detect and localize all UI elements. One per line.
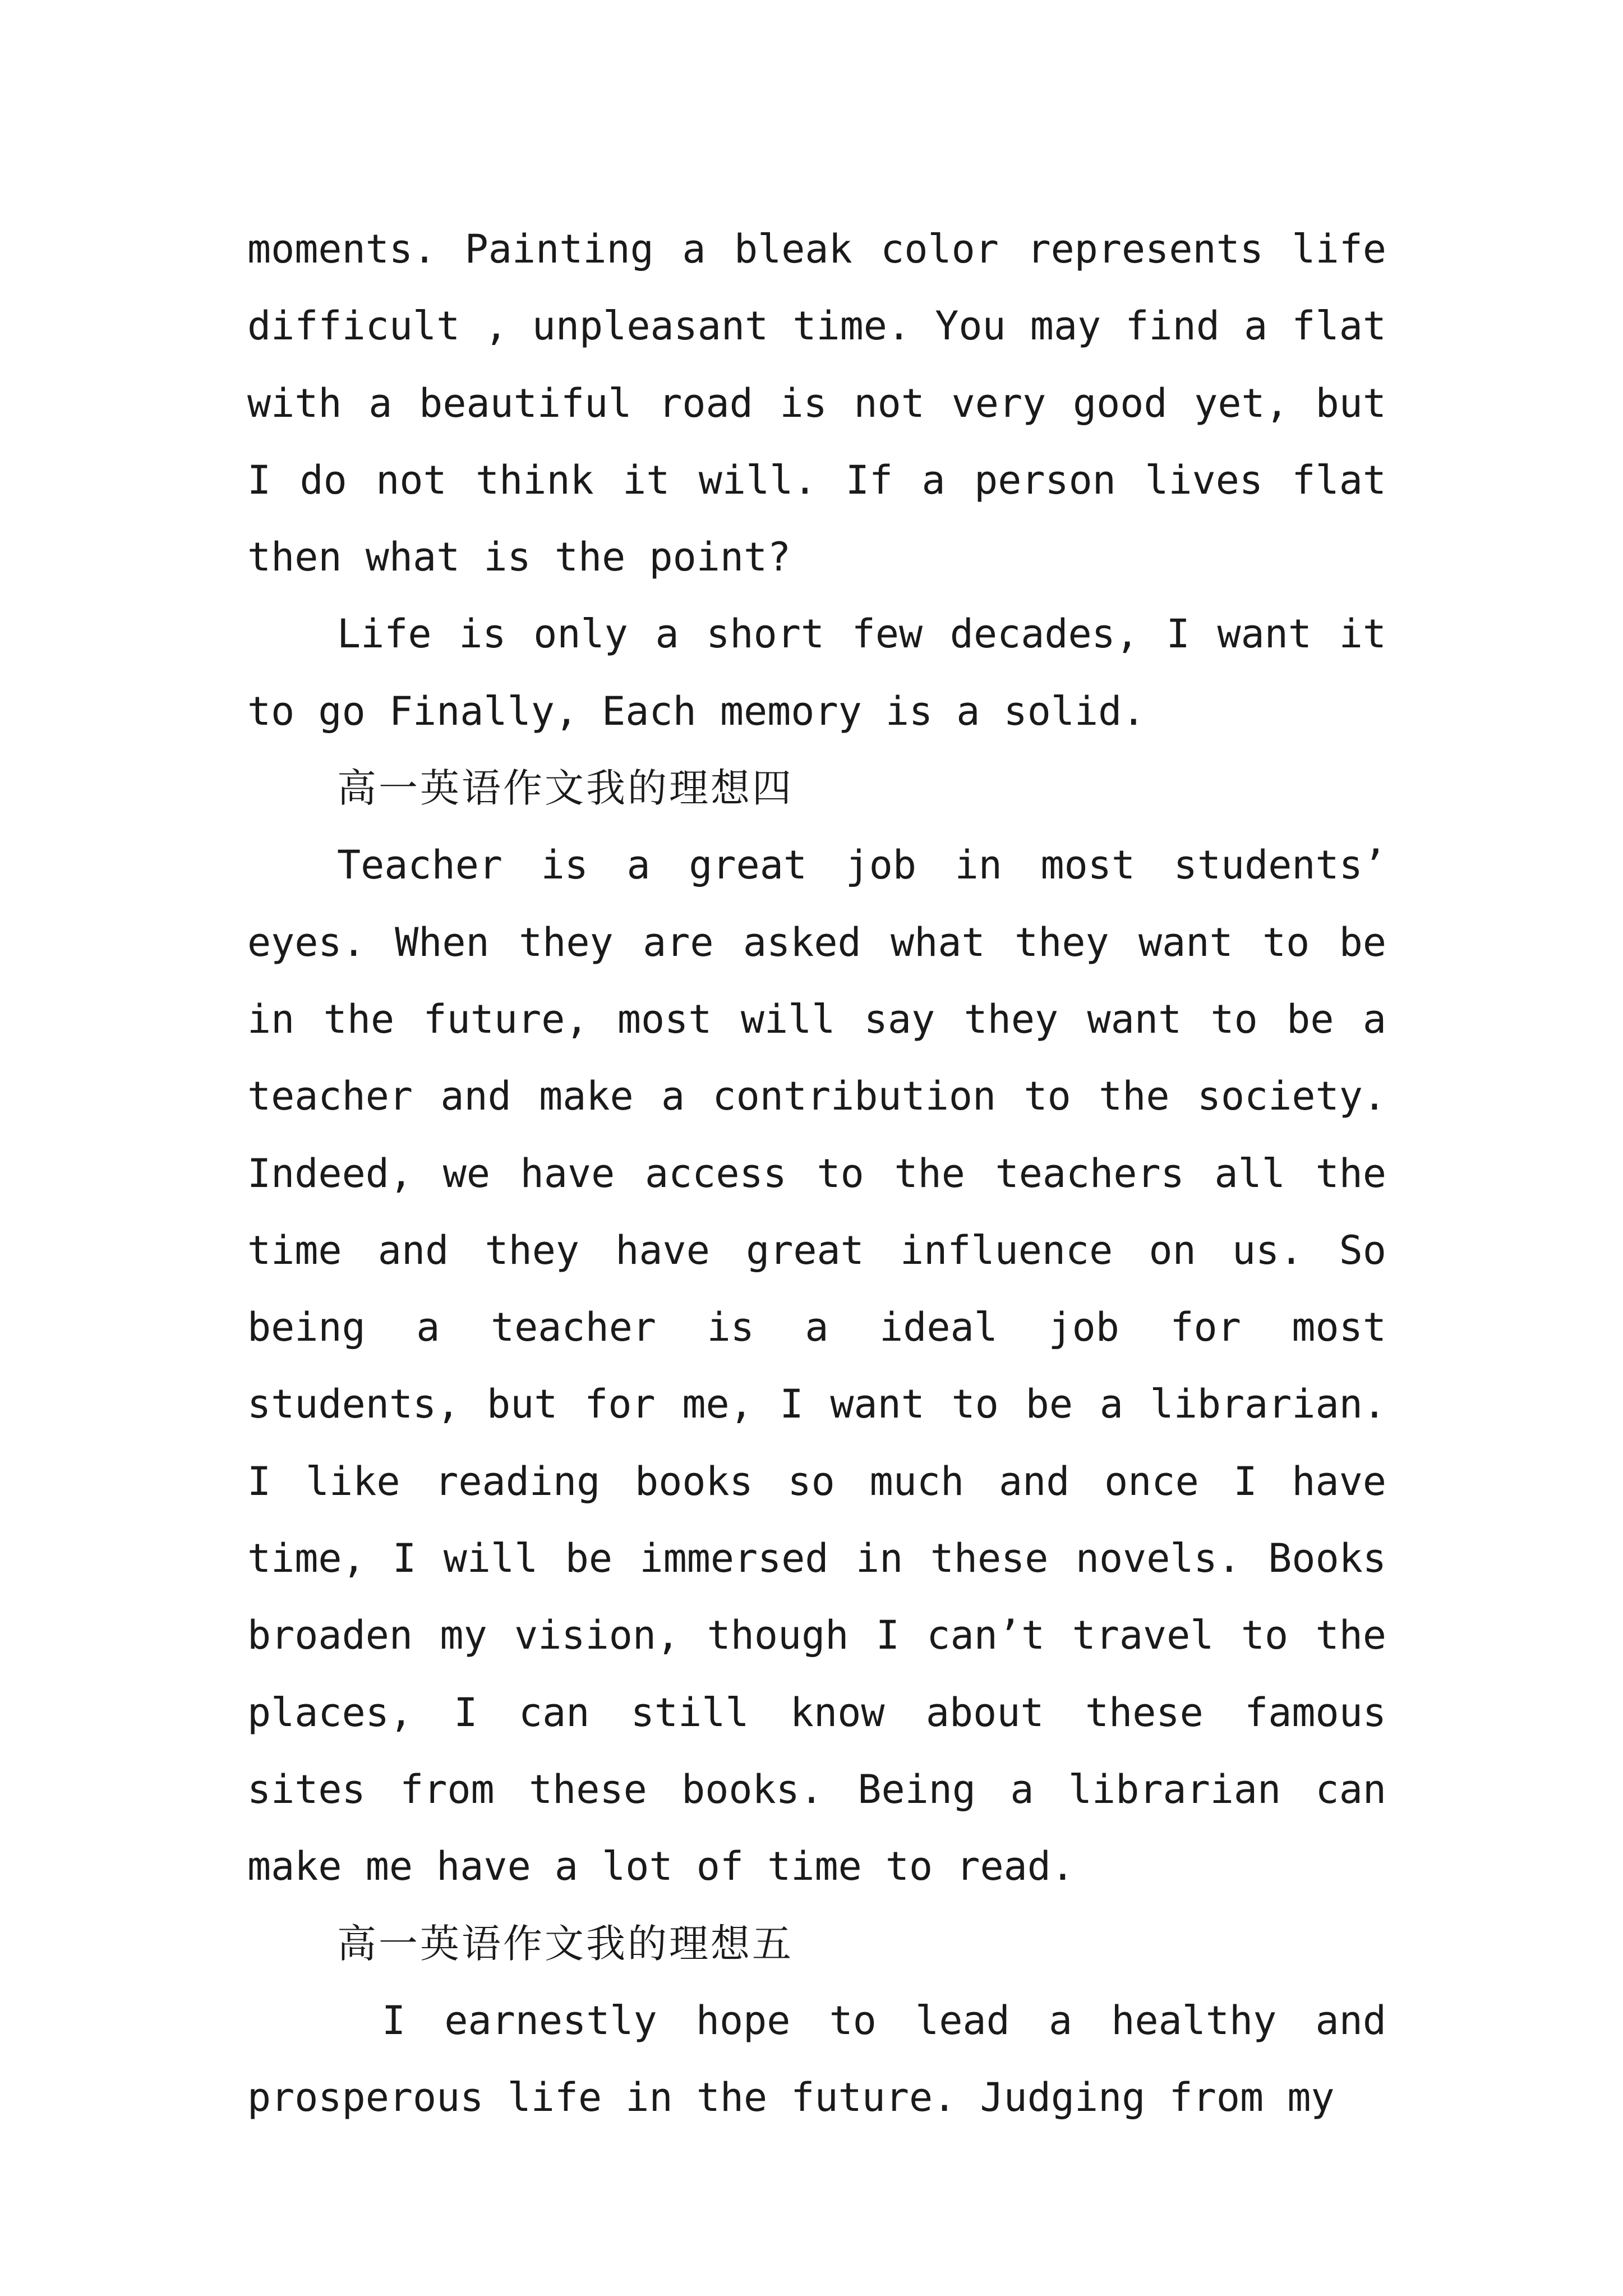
- section-heading-ideal-four: 高一英语作文我的理想四: [337, 765, 794, 812]
- paragraph-teacher-librarian: Teacher is a great job in most students’ eyes. When they are asked what they want to be in the future, most will say they want to be a teacher and make a contribution to the society. Indeed, we have access to the teachers all the time and they have great influence on us. So being a teacher is a ideal job for most students, but for me, I want to be a librarian. I like reading books so much and once I have time, I will be immersed in these novels. Books broaden my vision, though I can’t travel to the places, I can still know about these famous sites from these books. Being a librarian can make me have a lot of time to read.: [247, 842, 1386, 1890]
- paragraph-life-decades: Life is only a short few decades, I want it to go Finally, Each memory is a solid.: [247, 611, 1386, 734]
- paragraph-healthy-life: I earnestly hope to lead a healthy and prosperous life in the future. Judging from my: [247, 1997, 1386, 2121]
- document-body: [247, 211, 1386, 2136]
- section-heading-ideal-five: 高一英语作文我的理想五: [337, 1920, 794, 1967]
- paragraph-moments: moments. Painting a bleak color represents life difficult , unpleasant time. You may find a flat with a beautiful road is not very good yet, but I do not think it will. If a person lives flat then what is the point?: [247, 226, 1386, 581]
